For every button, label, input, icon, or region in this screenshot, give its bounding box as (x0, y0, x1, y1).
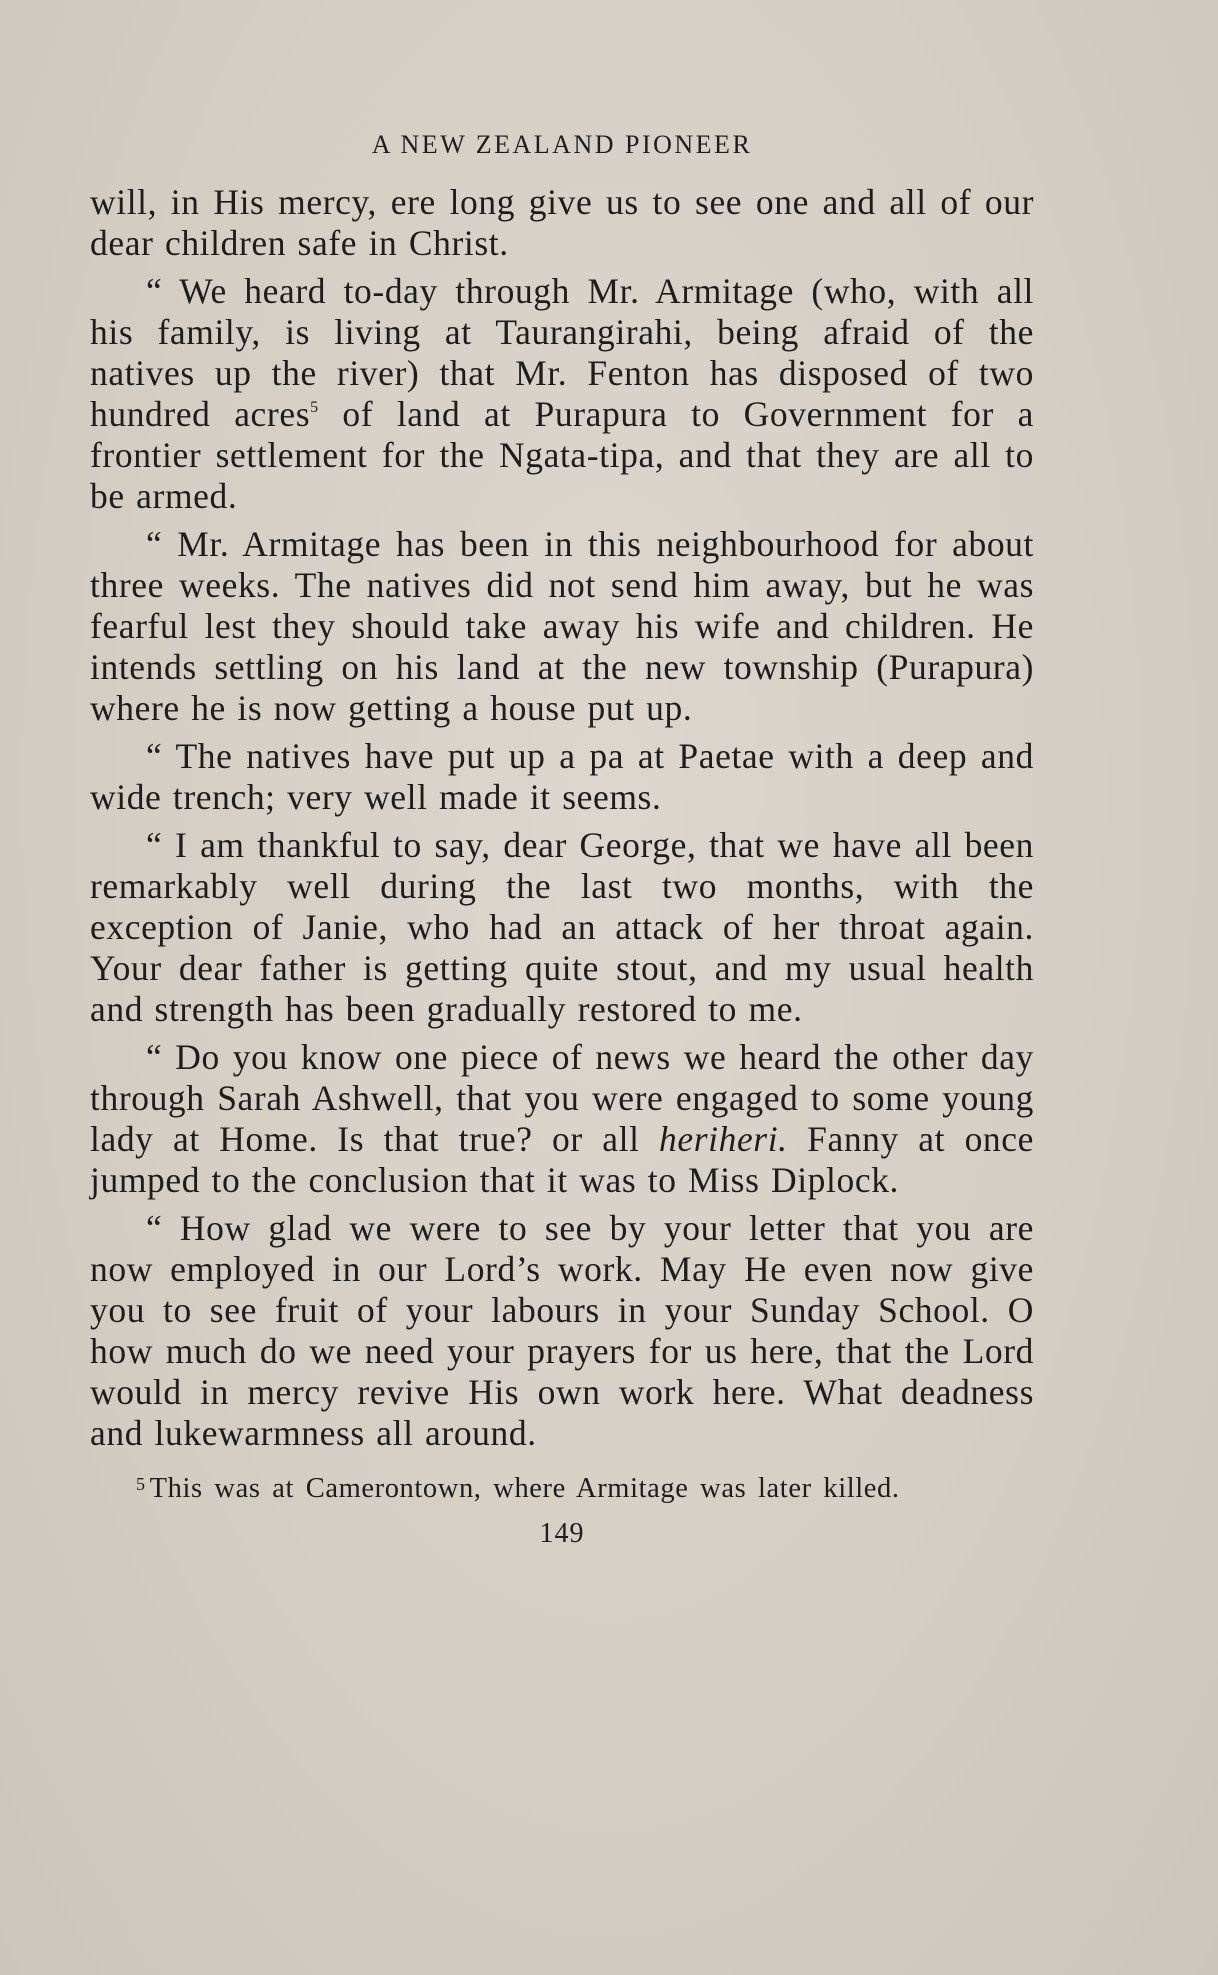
maori-word-italic: heriheri. (659, 1119, 788, 1159)
paragraph-3 (90, 524, 1034, 729)
paragraph-5 (90, 825, 1034, 1030)
book-page (90, 128, 1034, 1550)
paragraph-6-text-b: Fanny at once jumped to the conclusion that it was to Miss Diplock. (90, 1119, 1034, 1200)
paragraph-2 (90, 271, 1034, 517)
paragraph-2-text-b: of land at Purapura to Government for a frontier settlement for the Ngata-tipa, and that they are all to be armed. (90, 394, 1034, 516)
paragraph-4-text: “ The natives have put up a pa at Paetae with a deep and wide trench; very well made it seems. (90, 736, 1034, 817)
paragraph-7-text: “ How glad we were to see by your letter that you are now employed in our Lord’s work. May He even now give you to see fruit of your labours in your Sunday School. O how much do we need your prayers for us here, that the Lord would in mercy revive His own work here. What deadness and lukewarmness all around. (90, 1208, 1034, 1453)
running-title: A NEW ZEALAND PIONEER (371, 130, 753, 159)
footnote-marker: 5 (136, 1474, 146, 1494)
paragraph-1 (90, 182, 1034, 264)
paragraph-6 (90, 1037, 1034, 1201)
paragraph-5-text: “ I am thankful to say, dear George, that we have all been remarkably well during the last two months, with the exception of Janie, who had an attack of her throat again. Your dear father is getting quite stout, and my usual health and strength has been gradually restored to me. (90, 825, 1034, 1029)
footnote-reference: 5 (310, 399, 319, 416)
paragraph-1-text: will, in His mercy, ere long give us to see one and all of our dear children safe in Christ. (90, 182, 1034, 263)
body-text (90, 182, 1034, 1454)
footnote-text: This was at Camerontown, where Armitage was later killed. (149, 1473, 900, 1504)
paragraph-7 (90, 1208, 1034, 1454)
paragraph-2-text-a: “ We heard to-day through Mr. Armitage (who, with all his family, is living at Taurangirahi, being afraid of the natives up the river) that Mr. Fenton has disposed of two hundred acres (90, 271, 1034, 434)
paragraph-3-text: “ Mr. Armitage has been in this neighbourhood for about three weeks. The natives did not send him away, but he was fearful lest they should take away his wife and children. He intends settling on his land at the new township (Purapura) where he is now getting a house put up. (90, 524, 1034, 728)
paragraph-4 (90, 736, 1034, 818)
footnote (90, 1472, 1034, 1506)
page-number: 149 (539, 1518, 585, 1549)
paragraph-6-text-a: “ Do you know one piece of news we heard the other day through Sarah Ashwell, that you were engaged to some young lady at Home. Is that true? or all (90, 1037, 1034, 1159)
